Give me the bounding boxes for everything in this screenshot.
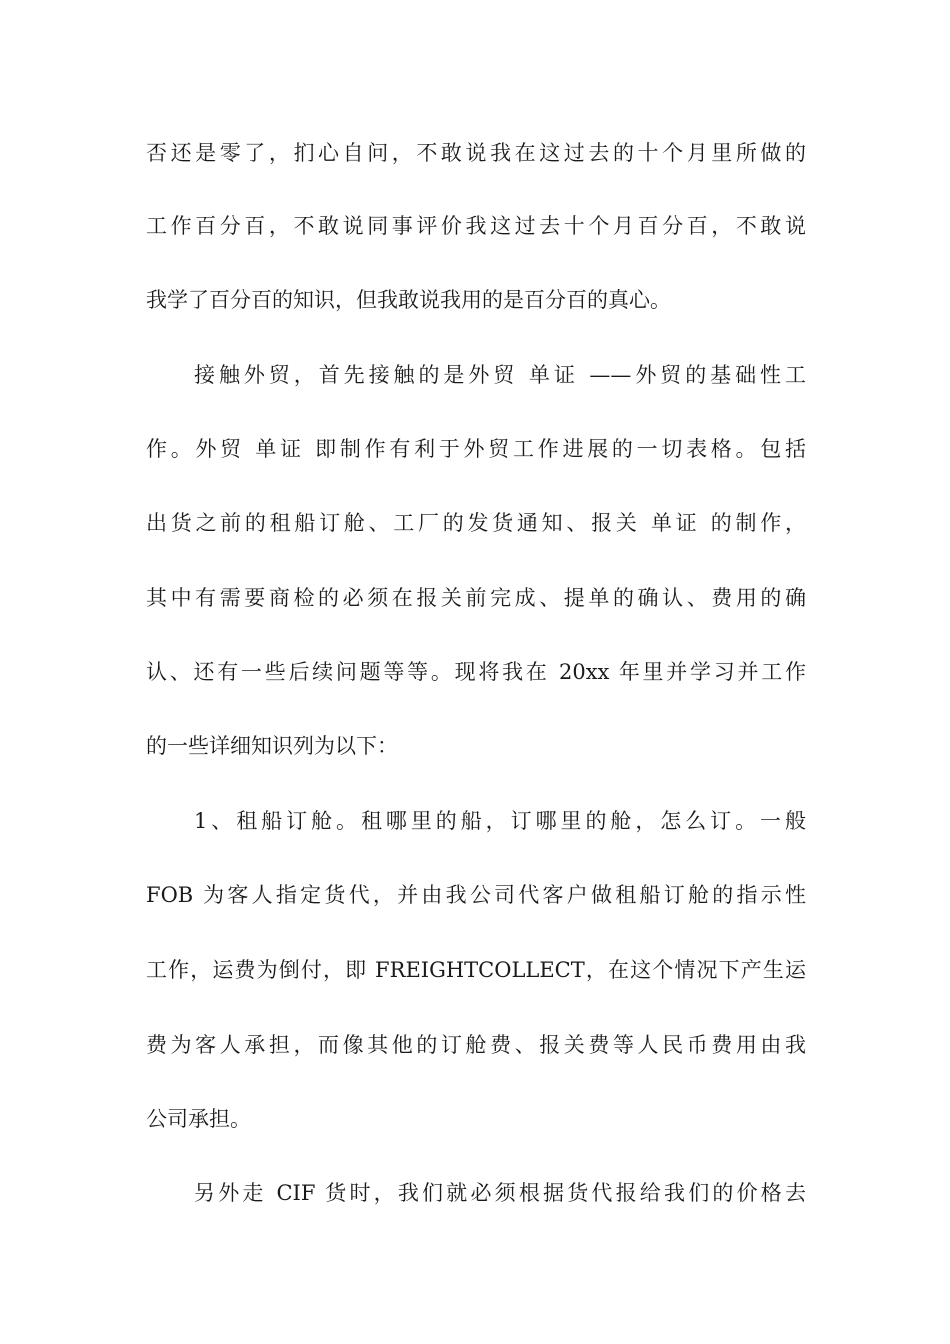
paragraph-line: 费为客人承担，而像其他的订舱费、报关费等人民币费用由我 [146, 1033, 806, 1057]
paragraph-line: 认、还有一些后续问题等等。现将我在 20xx 年里并学习并工作 [146, 660, 806, 684]
paragraph-line: 的一些详细知识列为以下： [146, 734, 398, 758]
paragraph-line: FOB 为客人指定货代，并由我公司代客户做租船订舱的指示性 [146, 883, 806, 907]
paragraph-line: 工作百分百，不敢说同事评价我这过去十个月百分百，不敢说 [146, 214, 806, 238]
paragraph-line: 出货之前的租船订舱、工厂的发货通知、报关 单证 的制作， [146, 511, 806, 535]
paragraph-line: 其中有需要商检的必须在报关前完成、提单的确认、费用的确 [146, 586, 806, 610]
paragraph-line: 作。外贸 单证 即制作有利于外贸工作进展的一切表格。包括 [146, 437, 806, 461]
paragraph-line: 另外走 CIF 货时，我们就必须根据货代报给我们的价格去 [194, 1181, 806, 1205]
paragraph-line: 工作，运费为倒付，即 FREIGHTCOLLECT，在这个情况下产生运 [146, 958, 806, 982]
paragraph-line: 接触外贸，首先接触的是外贸 单证 ——外贸的基础性工 [194, 363, 806, 387]
paragraph-line: 我学了百分百的知识，但我敢说我用的是百分百的真心。 [146, 288, 671, 312]
paragraph-line: 公司承担。 [146, 1107, 251, 1131]
paragraph-line: 否还是零了，扪心自问，不敢说我在这过去的十个月里所做的 [146, 141, 806, 165]
paragraph-line: 1、租船订舱。租哪里的船，订哪里的舱，怎么订。一般 [194, 809, 806, 833]
